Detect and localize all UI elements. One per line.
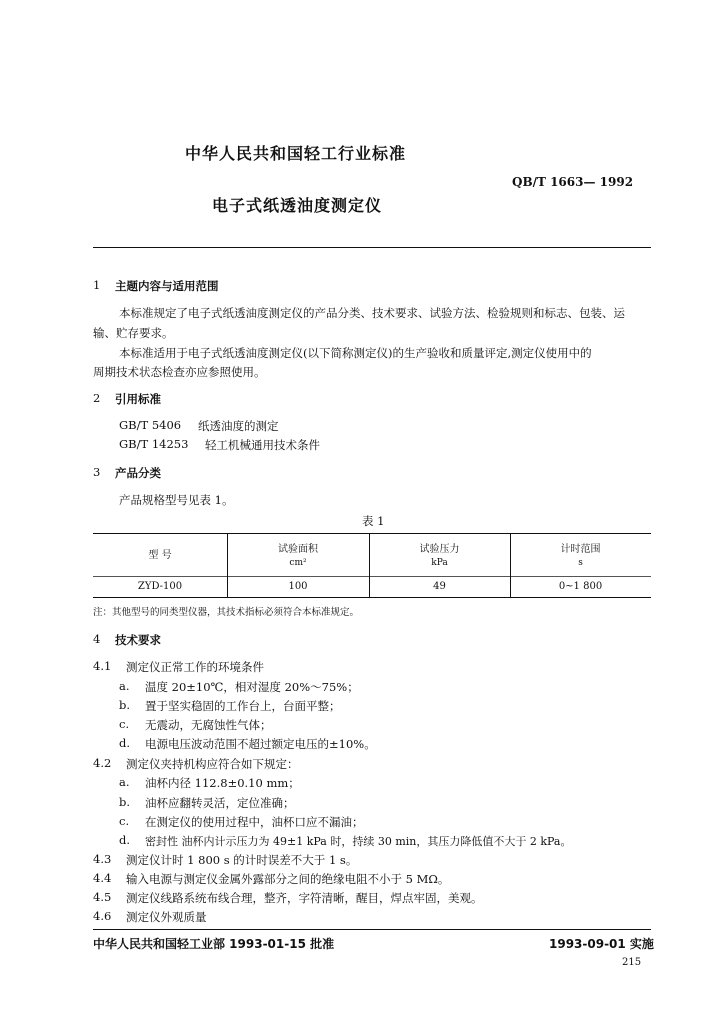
clause-4-1-item-a-text: 温度 20±10℃，相对湿度 20%～75%； — [145, 680, 359, 694]
clause-4-3-number: 4.3 — [93, 852, 112, 866]
section-3-number: 3 — [93, 465, 101, 479]
clause-4-1-item-d-marker: d. — [119, 736, 131, 750]
effective-date-line: 1993-09-01 实施 — [549, 937, 654, 951]
clause-4-2-text: 测定仪夹持机构应符合如下规定： — [126, 757, 299, 771]
clause-4-1-item-a-marker: a. — [119, 679, 130, 693]
clause-4-2-number: 4.2 — [93, 756, 112, 770]
clause-4-1-text: 测定仪正常工作的环境条件 — [126, 660, 264, 674]
table-header-rule — [93, 576, 651, 577]
table-header-timing: 计时范围 — [560, 544, 601, 555]
section-1-paragraph-2-line-2: 周期技术状态检查亦应参照使用。 — [93, 365, 266, 379]
clause-4-1-item-b-text: 置于坚实稳固的工作台上，台面平整； — [145, 699, 341, 713]
page-number: 215 — [622, 957, 642, 968]
section-2-number: 2 — [93, 391, 101, 405]
table-1-caption: 表 1 — [362, 514, 385, 528]
standard-code: QB/T 1663— 1992 — [512, 175, 634, 189]
clause-4-1-number: 4.1 — [93, 659, 112, 673]
clause-4-1-item-c-marker: c. — [119, 717, 130, 731]
clause-4-5-text: 测定仪线路系统布线合理，整齐，字符清晰，醒目，焊点牢固，美观。 — [126, 891, 483, 905]
approval-line: 中华人民共和国轻工业部 1993-01-15 批准 — [93, 937, 335, 951]
reference-2-code: GB/T 14253 — [119, 437, 189, 451]
section-1-number: 1 — [93, 278, 101, 292]
clause-4-2-item-d-marker: d. — [119, 833, 131, 847]
clause-4-1-item-d-text: 电源电压波动范围不超过额定电压的±10%。 — [145, 737, 376, 751]
table-header-timing-unit: s — [578, 558, 583, 568]
reference-1-code: GB/T 5406 — [119, 418, 182, 432]
section-1-title: 主题内容与适用范围 — [115, 279, 219, 293]
table-header-pressure: 试验压力 — [419, 544, 460, 555]
table-header-pressure-unit: kPa — [431, 558, 448, 568]
section-3-paragraph: 产品规格型号见表 1。 — [119, 493, 234, 507]
table-header-area: 试验面积 — [278, 544, 318, 555]
clause-4-2-item-c-marker: c. — [119, 814, 130, 828]
table-cell-area: 100 — [288, 581, 308, 592]
clause-4-3-text: 测定仪计时 1 800 s 的计时误差不大于 1 s。 — [126, 853, 358, 867]
section-3-title: 产品分类 — [115, 466, 161, 480]
section-4-title: 技术要求 — [115, 633, 161, 647]
clause-4-2-item-b-marker: b. — [119, 795, 131, 809]
section-1-paragraph-1-line-2: 输、贮存要求。 — [93, 326, 174, 340]
clause-4-6-number: 4.6 — [93, 909, 112, 923]
section-4-number: 4 — [93, 632, 101, 646]
table-cell-pressure: 49 — [433, 581, 446, 592]
table-header-area-unit: cm² — [289, 558, 307, 568]
footer-divider — [93, 929, 651, 930]
reference-2-name: 轻工机械通用技术条件 — [205, 438, 320, 452]
clause-4-1-item-b-marker: b. — [119, 698, 131, 712]
table-1-note: 注：其他型号的同类型仪器，其技术指标必须符合本标准规定。 — [93, 607, 360, 618]
section-1-paragraph-1-line-1: 本标准规定了电子式纸透油度测定仪的产品分类、技术要求、试验方法、检验规则和标志、包装、运 — [119, 306, 625, 320]
clause-4-5-number: 4.5 — [93, 890, 112, 904]
clause-4-2-item-d-text: 密封性 油杯内计示压力为 49±1 kPa 时，持续 30 min，其压力降低值不大于 2 kPa。 — [145, 835, 572, 848]
clause-4-4-text: 输入电源与测定仪金属外露部分之间的绝缘电阻不小于 5 MΩ。 — [126, 872, 450, 886]
org-title: 中华人民共和国轻工行业标准 — [185, 144, 407, 163]
clause-4-4-number: 4.4 — [93, 871, 112, 885]
table-top-rule — [93, 533, 651, 534]
document-title: 电子式纸透油度测定仪 — [212, 196, 383, 215]
reference-1-name: 纸透油度的测定 — [198, 419, 279, 433]
table-cell-timing: 0~1 800 — [558, 581, 603, 592]
section-2-title: 引用标准 — [115, 392, 161, 406]
clause-4-2-item-a-text: 油杯内径 112.8±0.10 mm； — [145, 776, 300, 790]
clause-4-1-item-c-text: 无震动，无腐蚀性气体； — [145, 718, 272, 732]
clause-4-2-item-c-text: 在测定仪的使用过程中，油杯口应不漏油； — [145, 815, 364, 829]
clause-4-6-text: 测定仪外观质量 — [126, 910, 207, 924]
table-cell-model: ZYD-100 — [137, 581, 183, 592]
table-header-model: 型 号 — [148, 550, 172, 561]
clause-4-2-item-b-text: 油杯应翻转灵活，定位准确； — [145, 796, 295, 810]
header-divider — [93, 247, 651, 248]
clause-4-2-item-a-marker: a. — [119, 775, 130, 789]
section-1-paragraph-2-line-1: 本标准适用于电子式纸透油度测定仪(以下简称测定仪)的生产验收和质量评定,测定仪使用中的 — [119, 346, 592, 360]
table-bottom-rule — [93, 597, 651, 598]
